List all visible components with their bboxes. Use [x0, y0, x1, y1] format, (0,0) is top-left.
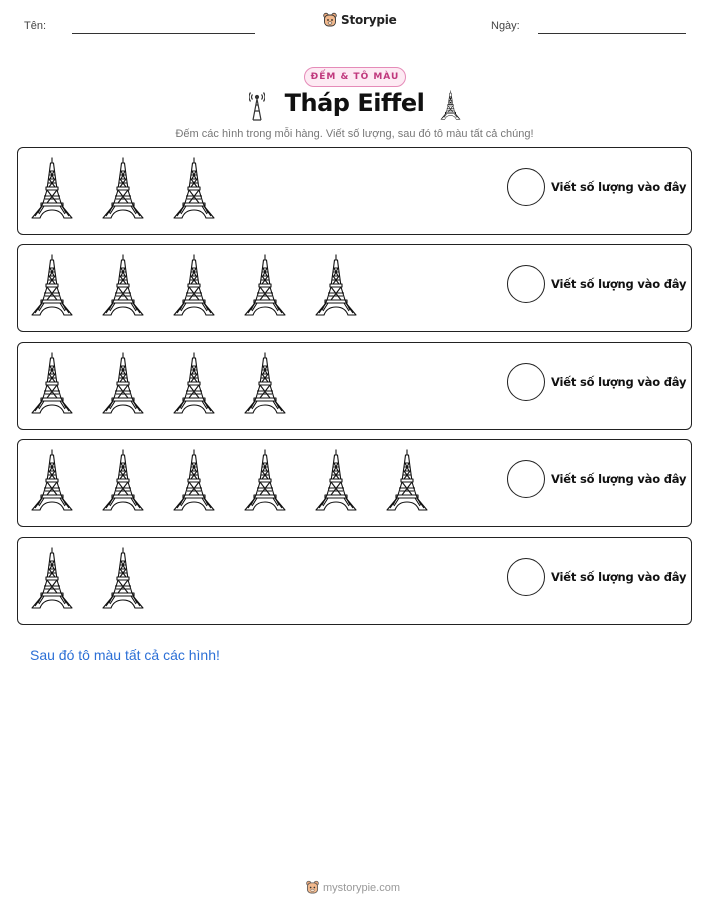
eiffel-tower-icon [30, 352, 74, 414]
name-label: Tên: [24, 20, 47, 32]
bear-mascot-icon [306, 880, 319, 895]
answer-label: Viết số lượng vào đây [551, 472, 687, 486]
brand-name: Storypie [341, 13, 397, 27]
answer-circle[interactable] [507, 363, 545, 401]
answer-label: Viết số lượng vào đây [551, 277, 687, 291]
eiffel-tower-icon [101, 352, 145, 414]
tower-group [30, 254, 358, 320]
count-row [17, 147, 692, 235]
answer-label: Viết số lượng vào đây [551, 570, 687, 584]
count-row [17, 244, 692, 332]
eiffel-tower-icon [440, 90, 461, 120]
answer-circle[interactable] [507, 558, 545, 596]
eiffel-tower-icon [243, 254, 287, 316]
name-field[interactable] [72, 33, 255, 34]
count-row [17, 439, 692, 527]
eiffel-tower-icon [101, 547, 145, 609]
eiffel-tower-icon [172, 352, 216, 414]
tower-group [30, 449, 429, 515]
bear-mascot-icon [323, 12, 337, 28]
date-field[interactable] [538, 33, 686, 34]
eiffel-tower-icon [101, 449, 145, 511]
eiffel-tower-icon [172, 157, 216, 219]
answer-label: Viết số lượng vào đây [551, 375, 687, 389]
answer-circle[interactable] [507, 168, 545, 206]
eiffel-tower-icon [30, 547, 74, 609]
eiffel-tower-icon [101, 254, 145, 316]
eiffel-tower-icon [172, 449, 216, 511]
eiffel-tower-icon [243, 352, 287, 414]
eiffel-tower-icon [314, 449, 358, 511]
footer-brand [306, 880, 400, 895]
tower-group [30, 157, 216, 223]
answer-label: Viết số lượng vào đây [551, 180, 687, 194]
answer-circle[interactable] [507, 265, 545, 303]
coloring-note: Sau đó tô màu tất cả các hình! [30, 647, 220, 663]
page-title: Tháp Eiffel [284, 89, 425, 117]
eiffel-tower-icon [243, 449, 287, 511]
activity-badge: ĐẾM & TÔ MÀU [304, 67, 406, 87]
eiffel-tower-icon [30, 449, 74, 511]
instructions: Đếm các hình trong mỗi hàng. Viết số lượng, sau đó tô màu tất cả chúng! [175, 128, 534, 140]
tower-group [30, 352, 287, 418]
storypie-logo [323, 12, 397, 28]
count-row [17, 537, 692, 625]
site-url: mystorypie.com [323, 881, 401, 894]
eiffel-tower-icon [314, 254, 358, 316]
eiffel-tower-icon [101, 157, 145, 219]
count-row [17, 342, 692, 430]
eiffel-tower-icon [30, 157, 74, 219]
date-label: Ngày: [491, 20, 520, 32]
tower-group [30, 547, 145, 613]
answer-circle[interactable] [507, 460, 545, 498]
eiffel-tower-icon [30, 254, 74, 316]
eiffel-tower-icon [385, 449, 429, 511]
eiffel-tower-icon [172, 254, 216, 316]
